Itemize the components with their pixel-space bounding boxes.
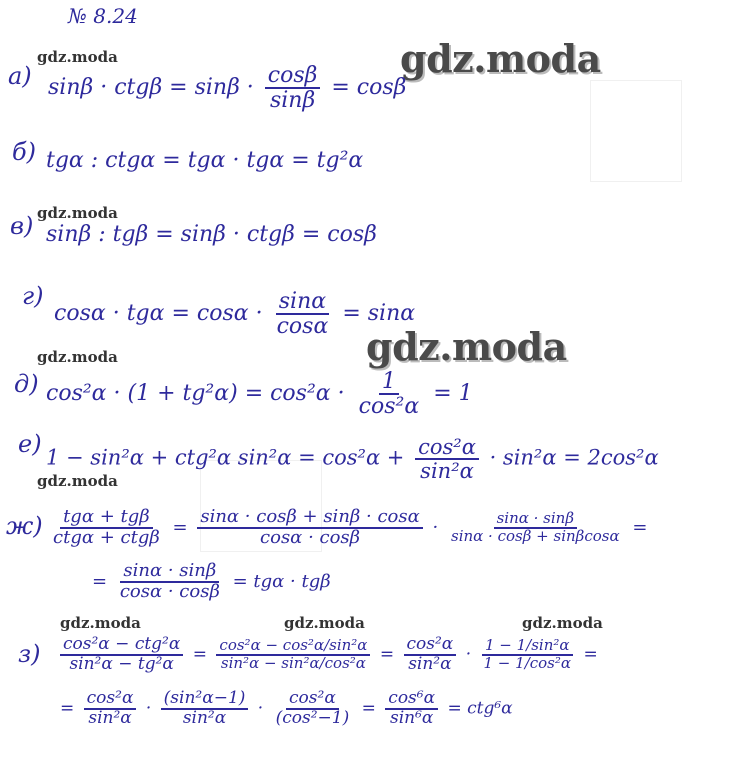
fraction [265,64,321,112]
watermark: gdz.moda [37,348,118,366]
part-label-e: е) [18,430,42,458]
fraction-numerator: sinα [276,290,329,315]
equals-sign: = [379,644,395,665]
equation-g [54,290,415,338]
fraction-denominator: sinβ [269,88,316,114]
fraction [481,638,575,672]
fraction-numerator: sinα · cosβ + sinβ · cosα [197,508,422,529]
fraction-denominator: cosα · cosβ [119,580,220,602]
fraction [404,636,457,674]
equation-a [48,64,406,112]
fraction [356,370,423,418]
fraction-numerator: sinα · sinβ [120,562,219,583]
fraction-numerator: cos²α [415,436,479,460]
equation-text: = 1 [433,381,473,407]
watermark: gdz.moda [400,36,601,81]
fraction [84,690,137,728]
watermark: gdz.moda [284,614,365,632]
equation-b: tgα : ctgα = tgα · tgα = tg²α [46,148,364,173]
fraction-denominator: sin²α [408,653,452,674]
watermark: gdz.moda [37,204,118,222]
fraction-denominator: sin⁶α [389,707,434,728]
fraction [117,562,223,602]
fraction-numerator: cos²α [404,636,457,656]
fraction-numerator: sinα · sinβ [494,511,577,529]
equation-text: = cosβ [331,75,407,101]
fraction-denominator: cosα · cosβ [260,526,361,548]
fraction-denominator: sin²α − sin²α/cos²α [220,653,366,672]
equals-sign: = [361,698,376,719]
fraction-numerator: cos²α [286,690,339,710]
watermark: gdz.moda [37,48,118,66]
fraction-numerator: tgα + tgβ [60,508,153,529]
equation-text: = sinα [342,301,416,327]
fraction [50,508,163,548]
fraction [385,690,438,728]
background-grid [590,80,682,182]
watermark: gdz.moda [522,614,603,632]
fraction [415,436,479,482]
dot-operator: · [257,698,264,719]
equation-d [46,370,473,418]
part-label-b: б) [12,138,37,166]
fraction-denominator: sin²α [420,459,474,484]
equation-text: sinβ · ctgβ = [48,75,188,101]
watermark: gdz.moda [37,472,118,490]
equation-text: cos²α · (1 + tg²α) = cos²α · [46,381,345,407]
equals-sign: = [583,644,598,665]
equation-text: = ctg⁶α [447,698,513,719]
fraction-denominator: cosα [276,314,329,340]
equals-sign: = [192,644,208,665]
equation-e [46,436,659,482]
equation-z-line1 [56,636,598,674]
part-label-d: д) [14,370,39,398]
fraction-denominator: sin²α [88,707,132,728]
fraction [197,508,422,548]
fraction-numerator: cos⁶α [385,690,438,710]
equation-z-line2 [60,690,513,728]
dot-operator: · [432,516,439,538]
equals-sign: = [632,516,648,538]
watermark: gdz.moda [366,324,567,369]
fraction [161,690,249,728]
fraction-numerator: 1 [379,370,399,395]
part-label-zh: ж) [6,512,43,540]
fraction-numerator: cosβ [265,64,321,89]
part-label-a: а) [8,62,32,90]
equation-text: cosα · tgα = cosα · [54,301,263,327]
watermark: gdz.moda [60,614,141,632]
fraction-denominator: (cos²−1) [275,707,350,728]
fraction [274,290,332,338]
fraction [60,636,183,674]
dot-operator: · [465,644,472,665]
fraction-numerator: cos²α − cos²α/sin²α [216,638,370,656]
equation-text: = tgα · tgβ [232,570,331,592]
fraction-denominator: 1 − 1/cos²α [483,653,572,672]
equals-sign: = [60,698,75,719]
equation-text: sinβ · [194,75,254,101]
equals-sign: = [172,516,188,538]
part-label-v: в) [10,212,34,240]
equation-zh-line1 [46,508,647,548]
part-label-g: г) [22,282,44,310]
fraction [216,638,370,672]
fraction-denominator: cos²α [358,394,420,420]
part-label-z: з) [18,640,41,668]
fraction-denominator: sin²α − tg²α [69,653,174,674]
fraction-numerator: (sin²α−1) [161,690,249,710]
fraction-numerator: cos²α [84,690,137,710]
fraction-numerator: cos²α − ctg²α [60,636,183,656]
equation-zh-line2 [92,562,331,602]
problem-number: № 8.24 [68,4,138,28]
equation-text: · sin²α = 2cos²α [489,445,659,470]
equation-v: sinβ : tgβ = sinβ · ctgβ = cosβ [46,222,377,247]
fraction [448,511,623,545]
fraction-denominator: ctgα + ctgβ [53,526,160,548]
fraction-denominator: sin²α [182,707,227,728]
fraction-denominator: sinα · cosβ + sinβcosα [451,526,620,545]
equation-text: 1 − sin²α + ctg²α sin²α = cos²α + [46,445,405,470]
equals-sign: = [92,570,108,592]
fraction [273,690,353,728]
dot-operator: · [145,698,152,719]
fraction-numerator: 1 − 1/sin²α [482,638,573,656]
